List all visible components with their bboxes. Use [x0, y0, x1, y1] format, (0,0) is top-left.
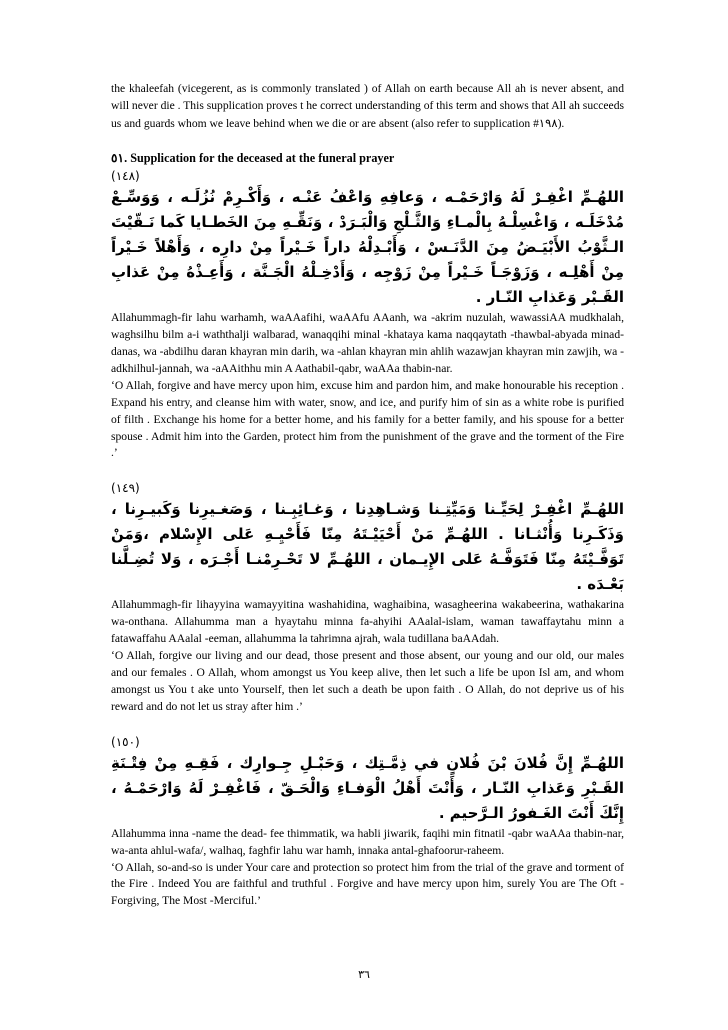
spacer	[111, 716, 624, 733]
page-number: ٣٦	[358, 968, 370, 981]
arabic-text: اللهُـمِّ إِنَّ فُلانَ بْنَ فُلانٍ في ذِمَّـتِك ، وَحَبْـلِ جِـوارِك ، فَقِـهِ مِنْ فِتْـنَةِ القَـبْرِ وَعَذابِ النّـار ، وَأَنْتَ أَهْلُ الْوَفـاءِ وَالْحَـقّ ، فَاغْفِـرْ لَهُ وَارْحَمْـهُ ، إِنَّكَ أَنْتَ الغَـفورُ الـرَّحيم .	[111, 753, 624, 822]
section-heading: ٥١. Supplication for the deceased at the funeral prayer	[111, 151, 395, 166]
supplication-number: (١٤٨)	[111, 169, 140, 184]
supplication-number: (١٤٩)	[111, 481, 140, 496]
arabic-text: اللهُـمِّ اغْفِـرْ لَهُ وَارْحَمْـه ، وَعافِهِ وَاعْفُ عَنْـه ، وَأَكْـرِمْ نُزُلَـه ، وَوَسِّـعْ مُدْخَلَـه ، وَاغْسِلْـهُ بِالْمـاءِ وَالثَّـلْجِ وَالْبَـرَدْ ، وَنَقِّـهِ مِنَ الخَطـايا كَما نَـقّيْتَ الـثَّوْبُ الأَبْيَـضُ مِنَ الدَّنَـسْ ، وَأَبْـدِلْهُ داراً خَـيْراً مِنْ دارِه ، وَأَهْلاً خَـيْراً مِنْ أَهْلِـه ، وَزَوْجَـاً خَـيْراً مِنْ زَوْجِه ، وَأَدْخِـلْهُ الْجَـنَّة ، وَأَعِـذْهُ مِنْ عَذابِ القَـبْر وَعَذابِ النّـار .	[111, 188, 624, 307]
spacer	[111, 462, 624, 479]
supplication-number: (١٥٠)	[111, 734, 140, 749]
translation: ‘O Allah, forgive and have mercy upon him, excuse him and pardon him, and make honourable his reception . Expand his entry, and cleanse him with water, snow, and ice, and purify him of sin as a white robe is purified of filth . Exchange his home for a better home, and his family for a better family, and his spouse for a better spouse . Admit him into the Garden, protect him from the punishment of the grave and the torment of the Fire .’	[111, 378, 624, 460]
supplication-150	[111, 733, 624, 911]
supplication-148	[111, 167, 624, 462]
transliteration: Allahummagh-fir lahu warhamh, waAAafihi, waAAfu AAanh, wa -akrim nuzulah, wawassiAA mudkhalah, waghsilhu bilm a-i waththalji walbarad, wanaqqihi minal -khataya kama naqqaytath -thawbal-abyada minad-danas, wa -abdilhu daran khayran min darih, wa -ahlan khayran min ahlih wazawjan khayran min zawjih, wa -adkhilhul-jannah, wa -aAAithhu min A Aathabil-qabr, waAAa thabin-nar.	[111, 311, 624, 375]
translation: ‘O Allah, forgive our living and our dead, those present and those absent, our young and our old, our males and our females . O Allah, whom amongst us You keep alive, then let such a life be upon Isl am, and whom amongst us You t ake unto Yourself, then let such a death be upon faith . O Allah, do not deprive us of his reward and do not let us stray after him .’	[111, 649, 624, 713]
supplication-149	[111, 479, 624, 715]
transliteration: Allahummagh-fir lihayyina wamayyitina washahidina, waghaibina, wasagheerina wakabeerina, wathakarina wa-onthana. Allahumma man a hyaytahu minna fa-ahyihi AAalal-islam, waman tawaffaytahu minn a fatawaffahu AAalal -eeman, allahumma la tahrimna ajrah, wala tudillana baAAdah.	[111, 598, 624, 646]
document-page	[111, 80, 624, 910]
spacer	[111, 132, 624, 149]
intro-paragraph: the khaleefah (vicegerent, as is commonly translated ) of Allah on earth because All ah is never absent, and will never die . This supplication proves t he correct understanding of this term and shows that All ah succeeds us and guards whom we leave behind when we die or are absent (also refer to supplication #١٩٨).	[111, 82, 625, 130]
arabic-text: اللهُـمِّ اغْفِـرْ لِحَيِّـنا وَمَيِّتِـنا وَشـاهِدِنا ، وَغـائِبِـنا ، وَصَغـيرِنا وَكَبيـرِنا ، وَذَكَـرِنا وَأُنْثـانا . اللهُـمِّ مَنْ أَحْيَيْـتَهُ مِنّا فَأَحْيِـهِ عَلى الإِسْلام ،وَمَنْ تَوَفَّـيْتَهُ مِنّا فَتَوَفَّـهُ عَلى الإِيـمان ، اللهُـمِّ لا تَحْـرِمْنـا أَجْـرَه ، وَلا تُضِـلَّنا بَعْـدَه .	[111, 500, 624, 594]
translation: ‘O Allah, so-and-so is under Your care and protection so protect him from the trial of the grave and torment of the Fire . Indeed You are faithful and truthful . Forgive and have mercy upon him, surely You are The Oft -Forgiving, The Most -Merciful.’	[111, 860, 624, 908]
transliteration: Allahumma inna -name the dead- fee thimmatik, wa habli jiwarik, faqihi min fitnatil -qabr waAAa thabin-nar, wa-anta ahlul-wafa/, walhaq, faghfir lahu war hamh, innaka antal-ghafoorur-raheem.	[111, 826, 624, 857]
